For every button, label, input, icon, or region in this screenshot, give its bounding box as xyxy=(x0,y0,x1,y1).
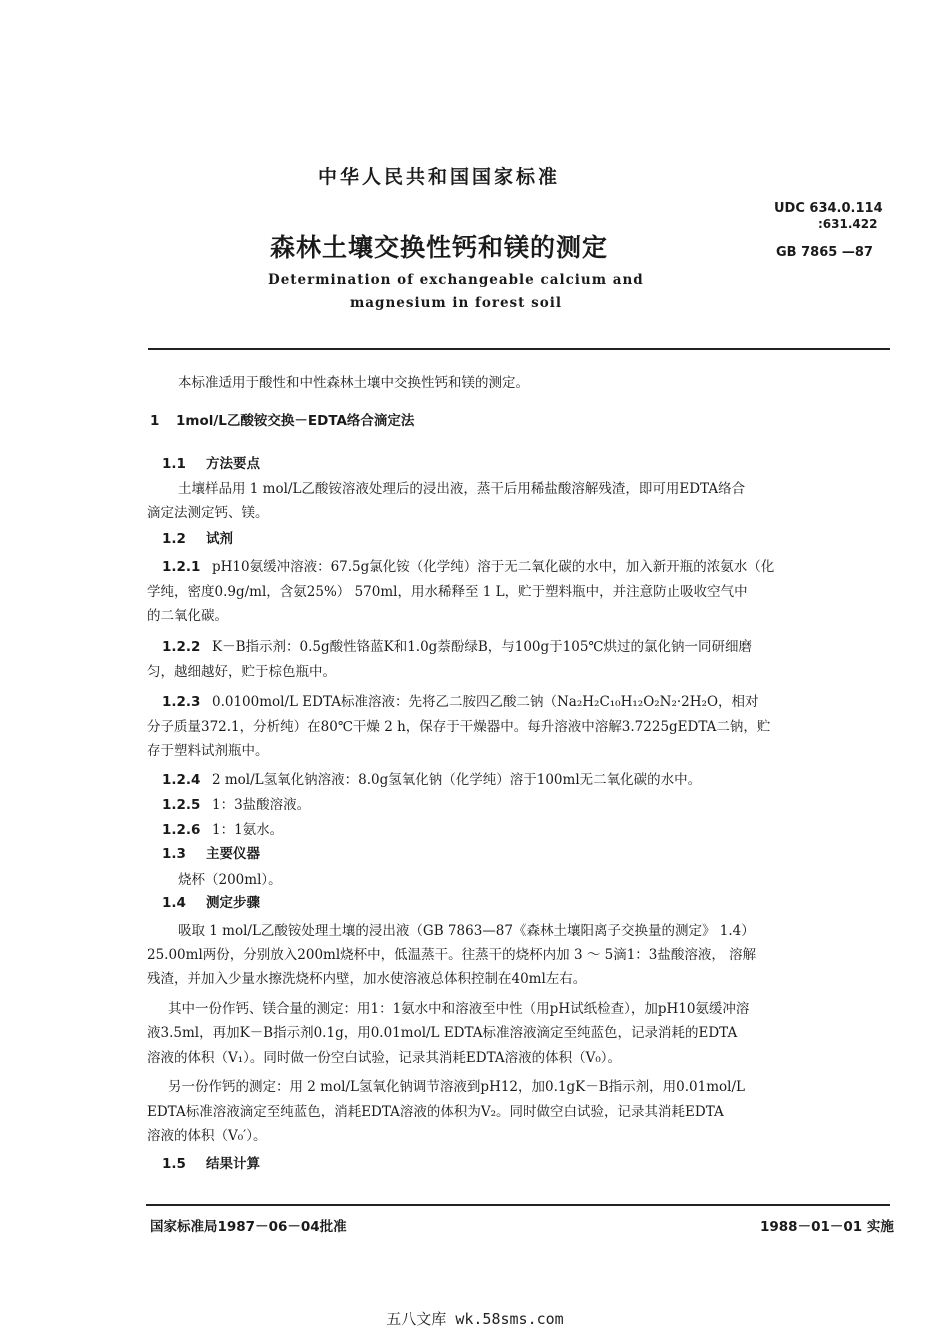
section-number: 1.1 xyxy=(162,456,186,472)
procedure-paragraph-3-line: EDTA标准溶液滴定至纯蓝色，消耗EDTA溶液的体积为V₂。同时做空白试验，记录其消耗EDTA xyxy=(147,1104,724,1120)
udc-code-continued: :631.422 xyxy=(818,217,878,231)
procedure-paragraph-2-line: 溶液的体积（V₁）。同时做一份空白试验，记录其消耗EDTA溶液的体积（V₀）。 xyxy=(147,1050,622,1066)
document-title-cn: 森林土壤交换性钙和镁的测定 xyxy=(270,233,609,262)
reagent-item-1-2-4 xyxy=(162,771,701,789)
item-number: 1.2.2 xyxy=(162,639,201,655)
section-title: 方法要点 xyxy=(206,456,260,472)
section-1-2-heading xyxy=(162,530,233,548)
section-number: 1.2 xyxy=(162,531,186,547)
reagent-item-1-2-6 xyxy=(162,821,283,839)
item-number: 1.2.5 xyxy=(162,797,201,813)
procedure-paragraph-1-line: 残渣，并加入少量水擦洗烧杯内壁，加水使溶液总体积控制在40ml左右。 xyxy=(147,971,587,987)
item-number: 1.2.3 xyxy=(162,694,201,710)
footer-divider xyxy=(146,1204,890,1206)
section-title: 主要仪器 xyxy=(206,846,260,862)
section-1-3-heading xyxy=(162,845,260,863)
procedure-paragraph-3-line: 溶液的体积（V₀′）。 xyxy=(147,1128,267,1144)
document-title-en-line1: Determination of exchangeable calcium and xyxy=(268,272,644,288)
item-number: 1.2.1 xyxy=(162,559,201,575)
national-standard-label: 中华人民共和国国家标准 xyxy=(318,166,561,188)
header-divider xyxy=(148,348,890,350)
item-text: 1：3盐酸溶液。 xyxy=(212,797,311,813)
approval-date: 国家标准局1987－06－04批准 xyxy=(150,1219,347,1235)
reagent-item-1-2-3-line2: 分子质量372.1，分析纯）在80℃干燥 2 h，保存于干燥器中。每升溶液中溶解3.7225gEDTA二钠，贮 xyxy=(147,719,771,735)
equipment-paragraph: 烧杯（200ml）。 xyxy=(178,872,282,888)
procedure-paragraph-1-line: 25.00ml两份，分别放入200ml烧杯中，低温蒸干。往蒸干的烧杯内加 3 ～ 5滴1：3盐酸溶液， 溶解 xyxy=(147,947,757,963)
section-title: 试剂 xyxy=(206,531,233,547)
reagent-item-1-2-2 xyxy=(162,638,752,656)
section-1-heading xyxy=(150,412,414,430)
udc-code: UDC 634.0.114 xyxy=(774,201,883,216)
item-text-line: K－B指示剂：0.5g酸性铬蓝K和1.0g萘酚绿B，与100g于105℃烘过的氯化钠一同研细磨 xyxy=(212,639,753,655)
section-number: 1.4 xyxy=(162,895,186,911)
section-1-4-heading xyxy=(162,894,260,912)
method-paragraph-line: 土壤样品用 1 mol/L乙酸铵溶液处理后的浸出液，蒸干后用稀盐酸溶解残渣，即可用EDTA络合 xyxy=(178,481,746,497)
item-text: 2 mol/L氢氧化钠溶液：8.0g氢氧化钠（化学纯）溶于100ml无二氧化碳的水中。 xyxy=(212,772,702,788)
gb-standard-code: GB 7865 —87 xyxy=(776,245,873,260)
method-paragraph-line: 滴定法测定钙、镁。 xyxy=(147,505,269,521)
reagent-item-1-2-5 xyxy=(162,796,310,814)
intro-paragraph: 本标准适用于酸性和中性森林土壤中交换性钙和镁的测定。 xyxy=(178,375,529,391)
section-1-1-heading xyxy=(162,455,260,473)
item-text-line: pH10氨缓冲溶液：67.5g氯化铵（化学纯）溶于无二氧化碳的水中，加入新开瓶的浓氨水（化 xyxy=(212,559,775,575)
section-title: 结果计算 xyxy=(206,1156,260,1172)
reagent-item-1-2-3 xyxy=(162,693,759,711)
reagent-item-1-2-1-line3: 的二氧化碳。 xyxy=(147,608,228,624)
section-1-5-heading xyxy=(162,1155,260,1173)
section-number: 1.5 xyxy=(162,1156,186,1172)
document-title-en-line2: magnesium in forest soil xyxy=(350,295,562,311)
reagent-item-1-2-1-line2: 学纯，密度0.9g/ml，含氨25%） 570ml，用水稀释至 1 L，贮于塑料瓶中，并注意防止吸收空气中 xyxy=(147,584,748,600)
item-text-line: 0.0100mol/L EDTA标准溶液：先将乙二胺四乙酸二钠（Na₂H₂C₁₀H₁₂O₂N₂·2H₂O，相对 xyxy=(212,694,759,710)
reagent-item-1-2-1 xyxy=(162,558,774,576)
procedure-paragraph-1-line: 吸取 1 mol/L乙酸铵处理土壤的浸出液（GB 7863—87《森林土壤阳离子交换量的测定》 1.4） xyxy=(178,923,755,939)
section-title: 测定步骤 xyxy=(206,895,260,911)
procedure-paragraph-2-line: 液3.5ml，再加K－B指示剂0.1g，用0.01mol/L EDTA标准溶液滴定至纯蓝色，记录消耗的EDTA xyxy=(147,1025,738,1041)
procedure-paragraph-2-line: 其中一份作钙、镁合量的测定：用1：1氨水中和溶液至中性（用pH试纸检查），加pH10氨缓冲溶 xyxy=(168,1001,750,1017)
item-number: 1.2.6 xyxy=(162,822,201,838)
procedure-paragraph-3-line: 另一份作钙的测定：用 2 mol/L氢氧化钠调节溶液到pH12，加0.1gK－B指示剂，用0.01mol/L xyxy=(168,1079,745,1095)
item-text: 1：1氨水。 xyxy=(212,822,284,838)
section-number: 1 xyxy=(150,413,160,429)
section-title: 1mol/L乙酸铵交换－EDTA络合滴定法 xyxy=(176,413,415,429)
watermark-text: 五八文库 wk.58sms.com xyxy=(386,1310,564,1328)
implementation-date: 1988－01－01 实施 xyxy=(760,1219,894,1235)
reagent-item-1-2-2-line2: 匀，越细越好，贮于棕色瓶中。 xyxy=(147,664,336,680)
item-number: 1.2.4 xyxy=(162,772,201,788)
section-number: 1.3 xyxy=(162,846,186,862)
reagent-item-1-2-3-line3: 存于塑料试剂瓶中。 xyxy=(147,743,269,759)
